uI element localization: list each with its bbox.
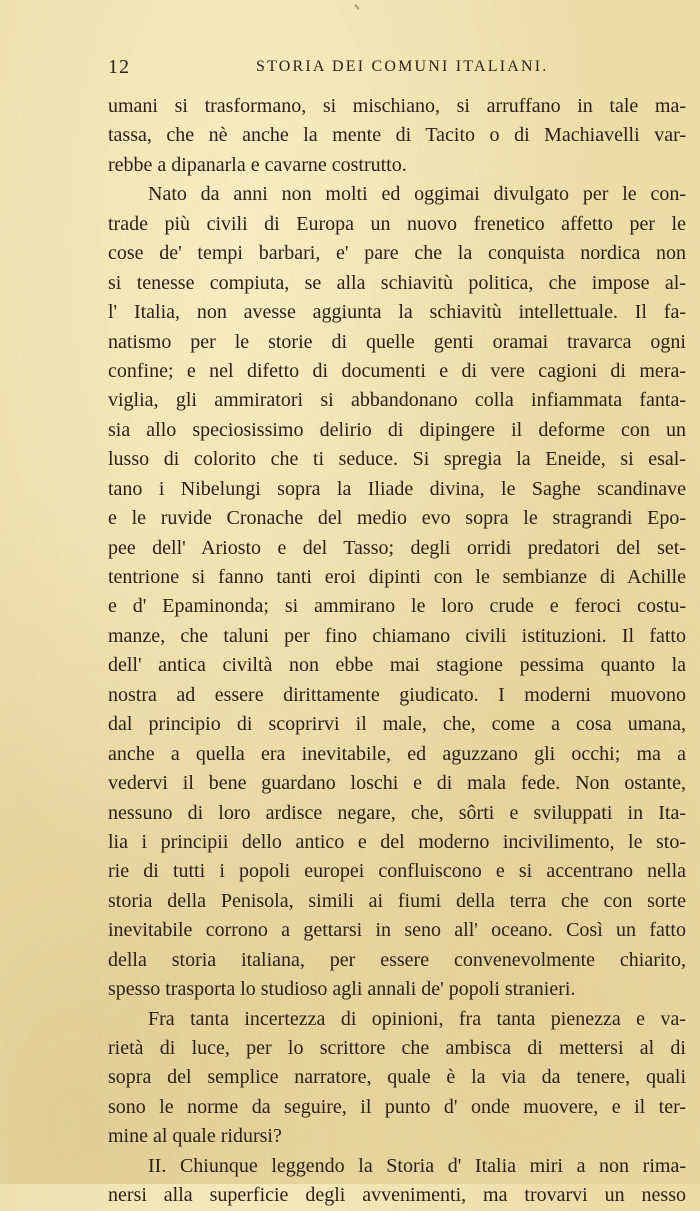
text-line: anche a quella era inevitabile, ed aguzzano gli occhi; ma a xyxy=(108,742,686,765)
text-line: della storia italiana, per essere convenevolmente chiarito, xyxy=(108,948,686,971)
text-line: trade più civili di Europa un nuovo frenetico affetto per le xyxy=(108,212,686,235)
text-line: II. Chiunque leggendo la Storia d' Italia miri a non rima- xyxy=(148,1154,686,1177)
text-line: rebbe a dipanarla e cavarne costrutto. xyxy=(108,153,407,176)
text-line: dell' antica civiltà non ebbe mai stagione pessima quanto la xyxy=(108,654,686,677)
running-head xyxy=(108,56,676,82)
text-line: mine al quale ridursi? xyxy=(108,1125,282,1148)
text-line: rietà di luce, per lo scrittore che ambisca di mettersi al di xyxy=(108,1037,686,1059)
text-line: nostra ad essere dirittamente giudicato. I moderni muovono xyxy=(108,683,686,706)
text-line: Fra tanta incertezza di opinioni, fra tanta pienezza e va- xyxy=(148,1007,686,1030)
text-line: spesso trasporta lo studioso agli annali de' popoli stranieri. xyxy=(108,978,576,1001)
running-title: STORIA DEI COMUNI ITALIANI. xyxy=(256,58,549,75)
text-line: umani si trasformano, si mischiano, si arruffano in tale ma- xyxy=(108,95,686,117)
text-line: lusso di colorito che ti seduce. Si spregia la Eneide, si esal- xyxy=(108,448,686,471)
text-line: Nato da anni non molti ed oggimai divulgato per le con- xyxy=(148,183,686,206)
text-line: natismo per le storie di quelle genti oramai travarca ogni xyxy=(108,330,686,353)
text-line: sopra del semplice narratore, quale è la via da tenere, quali xyxy=(108,1066,686,1089)
text-line: vedervi il bene guardano loschi e di mala fede. Non ostante, xyxy=(108,772,686,795)
text-line: tano i Nibelungi sopra la Iliade divina, le Saghe scandinave xyxy=(108,477,686,500)
text-line: manze, che taluni per fino chiamano civili istituzioni. Il fatto xyxy=(108,624,686,647)
text-line: tentrione si fanno tanti eroi dipinti con le sembianze di Achille xyxy=(108,566,686,588)
text-line: si tenesse compiuta, se alla schiavitù politica, che impose al- xyxy=(108,271,686,294)
ink-speck xyxy=(354,4,359,10)
text-line: viglia, gli ammiratori si abbandonano colla infiammata fanta- xyxy=(108,389,686,412)
text-line: rie di tutti i popoli europei confluiscono e si accentrano nella xyxy=(108,860,686,883)
text-line: dal principio di scoprirvi il male, che, come a cosa umana, xyxy=(108,713,686,736)
text-line: nessuno di loro ardisce negare, che, sôrti e sviluppati in Ita- xyxy=(108,801,686,824)
text-line: inevitabile corrono a gettarsi in seno all' oceano. Così un fatto xyxy=(108,919,686,942)
text-line: lia i principii dello antico e del moderno incivilimento, le sto- xyxy=(108,830,686,853)
text-line: nersi alla superficie degli avvenimenti, ma trovarvi un nesso xyxy=(108,1184,686,1207)
body-text xyxy=(108,92,686,1211)
text-line: sia allo speciosissimo delirio di dipingere il deforme con un xyxy=(108,418,686,441)
text-line: e d' Epaminonda; si ammirano le loro crude e feroci costu- xyxy=(108,595,686,618)
text-line: tassa, che nè anche la mente di Tacito o di Machiavelli var- xyxy=(108,124,686,147)
text-line: confine; e nel difetto di documenti e di vere cagioni di mera- xyxy=(108,359,686,382)
text-line: sono le norme da seguire, il punto d' onde muovere, e il ter- xyxy=(108,1095,686,1118)
text-line: pee dell' Ariosto e del Tasso; degli orridi predatori del set- xyxy=(108,536,686,559)
page-number: 12 xyxy=(108,56,130,78)
text-line: l' Italia, non avesse aggiunta la schiavitù intellettuale. Il fa- xyxy=(108,301,686,324)
text-line: e le ruvide Cronache del medio evo sopra le stragrandi Epo- xyxy=(108,507,686,530)
text-line: storia della Penisola, simili ai fiumi della terra che con sorte xyxy=(108,889,686,912)
text-line: cose de' tempi barbari, e' pare che la conquista nordica non xyxy=(108,242,686,265)
